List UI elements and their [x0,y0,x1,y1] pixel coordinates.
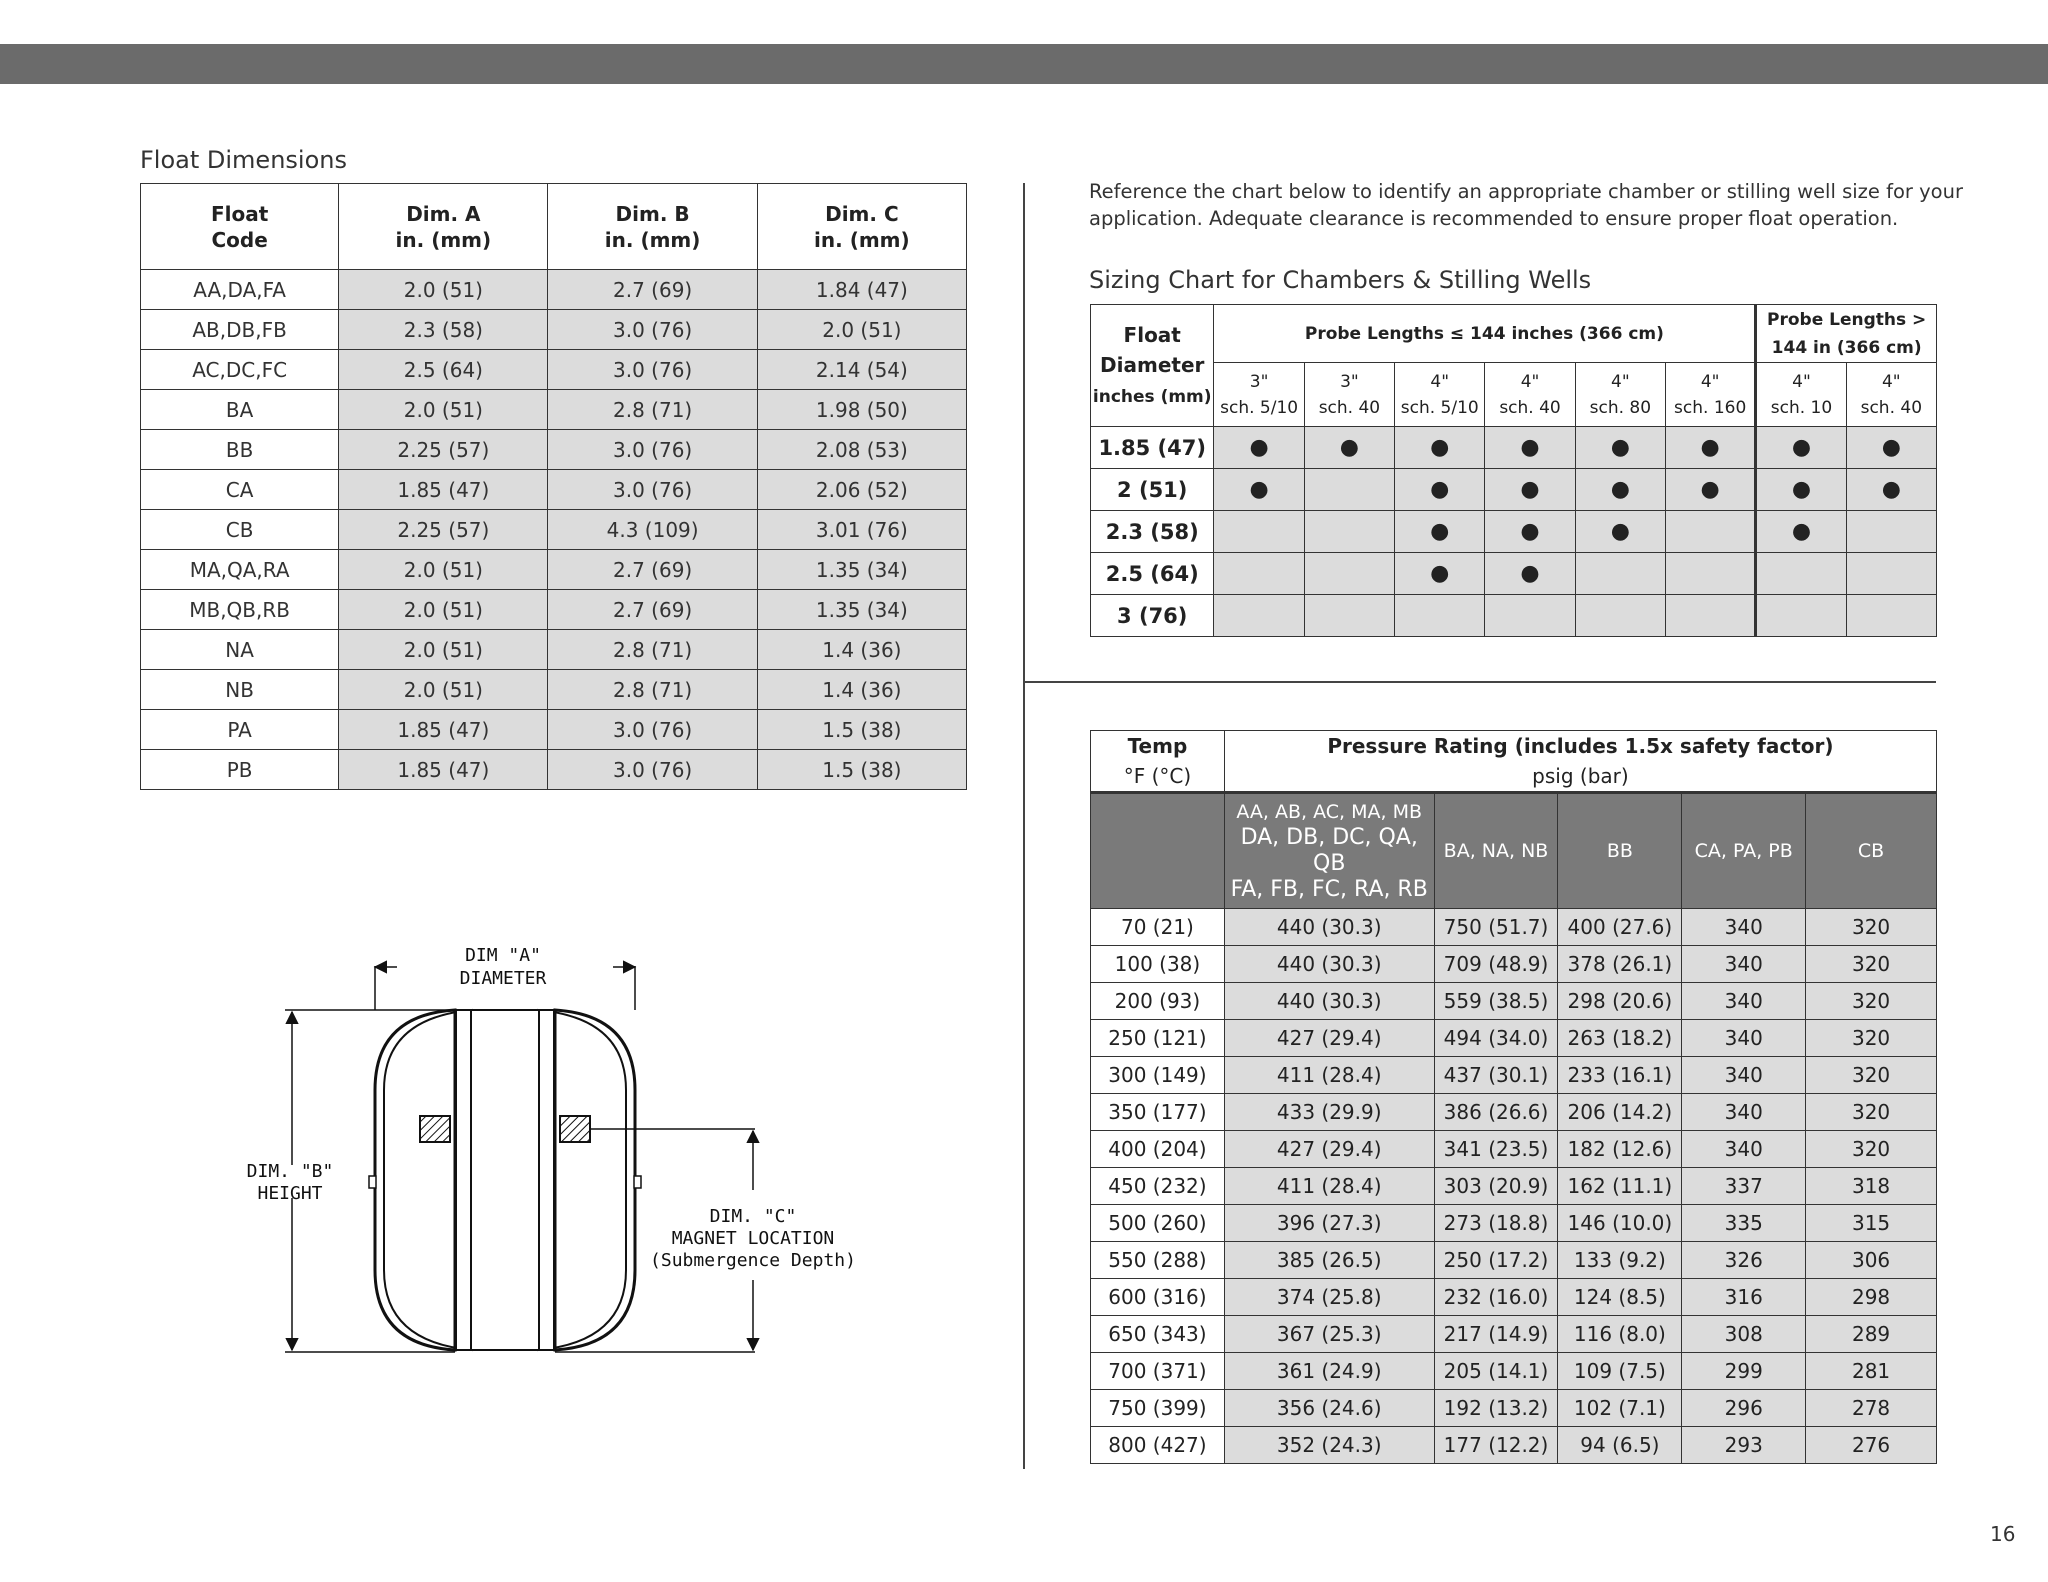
pressure-cell: 303 (20.9) [1434,1168,1558,1205]
pressure-cell: 374 (25.8) [1224,1279,1434,1316]
float-dimension-diagram [245,940,885,1360]
float-code-cell: MB,QB,RB [141,590,339,630]
compatibility-cell: ● [1846,469,1936,511]
dimension-cell: 2.0 (51) [339,550,548,590]
pressure-cell: 146 (10.0) [1558,1205,1682,1242]
compatibility-cell: ● [1485,511,1575,553]
dimension-cell: 1.4 (36) [757,630,966,670]
dimension-cell: 1.35 (34) [757,590,966,630]
table-row [141,350,967,390]
table-row [141,590,967,630]
pipe-size-header: 4" sch. 40 [1485,363,1575,427]
dimension-cell: 1.84 (47) [757,270,966,310]
pressure-cell: 289 [1806,1316,1937,1353]
float-group-bb: BB [1558,793,1682,909]
pressure-cell: 109 (7.5) [1558,1353,1682,1390]
dimension-cell: 4.3 (109) [548,510,757,550]
column-header-dim-c: Dim. C in. (mm) [757,184,966,270]
pressure-cell: 340 [1682,1131,1806,1168]
pressure-header: Pressure Rating (includes 1.5x safety factor) psig (bar) [1224,731,1936,793]
temperature-cell: 650 (343) [1091,1316,1225,1353]
pressure-cell: 308 [1682,1316,1806,1353]
pressure-cell: 494 (34.0) [1434,1020,1558,1057]
float-code-cell: PB [141,750,339,790]
pressure-cell: 335 [1682,1205,1806,1242]
pressure-cell: 205 (14.1) [1434,1353,1558,1390]
probe-lengths-long-header: Probe Lengths > 144 in (366 cm) [1756,305,1937,363]
pressure-cell: 276 [1806,1427,1937,1464]
dimension-cell: 2.25 (57) [339,430,548,470]
pressure-cell: 400 (27.6) [1558,909,1682,946]
pressure-cell: 116 (8.0) [1558,1316,1682,1353]
table-row [1091,595,1937,637]
temperature-cell: 500 (260) [1091,1205,1225,1242]
pressure-cell: 411 (28.4) [1224,1057,1434,1094]
compatibility-cell: ● [1756,427,1846,469]
table-row [141,710,967,750]
pressure-cell: 341 (23.5) [1434,1131,1558,1168]
float-group-blank [1091,793,1225,909]
table-row [1091,1390,1937,1427]
dimension-cell: 2.25 (57) [339,510,548,550]
pressure-cell: 427 (29.4) [1224,1020,1434,1057]
pressure-cell: 318 [1806,1168,1937,1205]
compatibility-cell [1304,595,1394,637]
compatibility-cell: ● [1214,469,1304,511]
pipe-size-header: 4" sch. 160 [1666,363,1756,427]
pressure-cell: 356 (24.6) [1224,1390,1434,1427]
pressure-cell: 278 [1806,1390,1937,1427]
dimension-cell: 1.5 (38) [757,750,966,790]
pressure-header-row [1091,731,1937,793]
dimension-cell: 2.0 (51) [339,270,548,310]
pressure-cell: 281 [1806,1353,1937,1390]
dimension-cell: 2.3 (58) [339,310,548,350]
pressure-cell: 299 [1682,1353,1806,1390]
table-row [141,390,967,430]
column-header-dim-b: Dim. B in. (mm) [548,184,757,270]
dim-b-label: DIM. "B" [246,1161,334,1182]
pressure-cell: 440 (30.3) [1224,909,1434,946]
page-number: 16 [1990,1522,2016,1546]
float-body [369,1010,641,1350]
table-row [141,550,967,590]
float-group-b: BA, NA, NB [1434,793,1558,909]
compatibility-cell: ● [1395,469,1485,511]
pressure-cell: 250 (17.2) [1434,1242,1558,1279]
float-dimensions-title: Float Dimensions [140,146,347,174]
pressure-cell: 320 [1806,1131,1937,1168]
compatibility-cell: ● [1756,511,1846,553]
pressure-cell: 320 [1806,983,1937,1020]
dimension-cell: 3.0 (76) [548,350,757,390]
pressure-cell: 340 [1682,1020,1806,1057]
pressure-cell: 320 [1806,1094,1937,1131]
column-header-float-code: Float Code [141,184,339,270]
pressure-cell: 217 (14.9) [1434,1316,1558,1353]
table-row [1091,1353,1937,1390]
dimension-cell: 2.14 (54) [757,350,966,390]
compatibility-cell [1666,511,1756,553]
pressure-cell: 337 [1682,1168,1806,1205]
float-group-a: AA, AB, AC, MA, MB DA, DB, DC, QA, QB FA, FB, FC, RA, RB [1224,793,1434,909]
float-code-cell: CB [141,510,339,550]
dimension-cell: 2.08 (53) [757,430,966,470]
pressure-cell: 411 (28.4) [1224,1168,1434,1205]
pressure-cell: 320 [1806,1020,1937,1057]
pressure-cell: 273 (18.8) [1434,1205,1558,1242]
compatibility-cell: ● [1575,511,1665,553]
float-code-cell: BA [141,390,339,430]
dimension-cell: 3.0 (76) [548,710,757,750]
table-row [1091,1094,1937,1131]
table-row [1091,1205,1937,1242]
compatibility-cell: ● [1395,427,1485,469]
dimension-cell: 2.8 (71) [548,670,757,710]
pressure-cell: 315 [1806,1205,1937,1242]
float-group-cb: CB [1806,793,1937,909]
table-row [1091,1168,1937,1205]
dimension-cell: 2.7 (69) [548,590,757,630]
dim-c-note: (Submergence Depth) [650,1250,856,1271]
float-code-cell: AB,DB,FB [141,310,339,350]
temperature-cell: 450 (232) [1091,1168,1225,1205]
dim-b-sublabel: HEIGHT [257,1183,323,1204]
pressure-cell: 340 [1682,909,1806,946]
compatibility-cell: ● [1395,511,1485,553]
float-code-cell: MA,QA,RA [141,550,339,590]
pressure-cell: 437 (30.1) [1434,1057,1558,1094]
dim-c-sublabel: MAGNET LOCATION [671,1228,835,1249]
compatibility-cell [1304,511,1394,553]
compatibility-cell: ● [1485,469,1575,511]
float-code-cell: CA [141,470,339,510]
pressure-cell: 206 (14.2) [1558,1094,1682,1131]
sizing-chart-title: Sizing Chart for Chambers & Stilling Wells [1089,266,1592,294]
dimension-cell: 2.7 (69) [548,270,757,310]
dimension-cell: 1.4 (36) [757,670,966,710]
float-diameter-cell: 2.3 (58) [1091,511,1214,553]
pressure-cell: 559 (38.5) [1434,983,1558,1020]
pipe-size-header: 3" sch. 40 [1304,363,1394,427]
dimension-cell: 3.0 (76) [548,750,757,790]
dim-a-sublabel: DIAMETER [459,968,547,989]
compatibility-cell: ● [1395,553,1485,595]
float-code-cell: BB [141,430,339,470]
temperature-cell: 750 (399) [1091,1390,1225,1427]
dim-a-label: DIM "A" [465,945,541,966]
pipe-size-header: 4" sch. 80 [1575,363,1665,427]
pressure-cell: 340 [1682,983,1806,1020]
table-row [1091,946,1937,983]
pressure-cell: 263 (18.2) [1558,1020,1682,1057]
dimension-cell: 3.0 (76) [548,470,757,510]
compatibility-cell: ● [1666,469,1756,511]
table-row [1091,1279,1937,1316]
table-row [1091,511,1937,553]
float-code-cell: NB [141,670,339,710]
compatibility-cell [1214,511,1304,553]
compatibility-cell: ● [1846,427,1936,469]
compatibility-cell [1846,511,1936,553]
table-row [1091,1057,1937,1094]
float-diameter-cell: 1.85 (47) [1091,427,1214,469]
pressure-cell: 326 [1682,1242,1806,1279]
pipe-size-header: 4" sch. 40 [1846,363,1936,427]
table-row [141,630,967,670]
pressure-cell: 296 [1682,1390,1806,1427]
table-row [141,670,967,710]
pressure-cell: 396 (27.3) [1224,1205,1434,1242]
pressure-cell: 94 (6.5) [1558,1427,1682,1464]
pressure-cell: 340 [1682,1094,1806,1131]
pressure-cell: 233 (16.1) [1558,1057,1682,1094]
table-row [141,430,967,470]
table-row [1091,1020,1937,1057]
pressure-cell: 232 (16.0) [1434,1279,1558,1316]
table-row [1091,1131,1937,1168]
float-group-row [1091,793,1937,909]
dimension-cell: 2.8 (71) [548,630,757,670]
pressure-cell: 385 (26.5) [1224,1242,1434,1279]
compatibility-cell [1756,553,1846,595]
pressure-cell: 427 (29.4) [1224,1131,1434,1168]
pressure-cell: 298 [1806,1279,1937,1316]
float-code-cell: PA [141,710,339,750]
dimension-cell: 3.0 (76) [548,430,757,470]
compatibility-cell [1575,595,1665,637]
horizontal-divider [1025,681,1936,683]
float-code-cell: AC,DC,FC [141,350,339,390]
float-code-cell: NA [141,630,339,670]
float-diameter-cell: 2 (51) [1091,469,1214,511]
pressure-cell: 124 (8.5) [1558,1279,1682,1316]
pipe-size-header: 4" sch. 5/10 [1395,363,1485,427]
pressure-cell: 320 [1806,946,1937,983]
compatibility-cell [1395,595,1485,637]
float-group-c: CA, PA, PB [1682,793,1806,909]
temperature-cell: 100 (38) [1091,946,1225,983]
table-row [141,510,967,550]
temperature-cell: 350 (177) [1091,1094,1225,1131]
compatibility-cell [1575,553,1665,595]
compatibility-cell: ● [1304,427,1394,469]
dimension-cell: 2.0 (51) [339,590,548,630]
table-row [1091,469,1937,511]
compatibility-cell [1756,595,1846,637]
temperature-cell: 300 (149) [1091,1057,1225,1094]
dimension-cell: 1.35 (34) [757,550,966,590]
pressure-cell: 298 (20.6) [1558,983,1682,1020]
pressure-cell: 316 [1682,1279,1806,1316]
pipe-size-header: 3" sch. 5/10 [1214,363,1304,427]
dimension-cell: 2.7 (69) [548,550,757,590]
pressure-cell: 340 [1682,1057,1806,1094]
float-code-cell: AA,DA,FA [141,270,339,310]
pressure-cell: 182 (12.6) [1558,1131,1682,1168]
table-row [1091,427,1937,469]
pressure-cell: 162 (11.1) [1558,1168,1682,1205]
dimension-cell: 2.0 (51) [339,390,548,430]
compatibility-cell [1666,595,1756,637]
compatibility-cell: ● [1214,427,1304,469]
float-diameter-cell: 2.5 (64) [1091,553,1214,595]
pressure-cell: 306 [1806,1242,1937,1279]
table-row [1091,1427,1937,1464]
compatibility-cell [1304,469,1394,511]
temperature-cell: 70 (21) [1091,909,1225,946]
pressure-rating-table [1090,730,1937,1464]
table-row [1091,553,1937,595]
temperature-cell: 700 (371) [1091,1353,1225,1390]
float-dimensions-table [140,183,967,790]
compatibility-cell: ● [1485,553,1575,595]
dimension-cell: 1.5 (38) [757,710,966,750]
pressure-cell: 340 [1682,946,1806,983]
dimension-cell: 3.0 (76) [548,310,757,350]
table-row [141,270,967,310]
temperature-cell: 550 (288) [1091,1242,1225,1279]
dimension-cell: 2.8 (71) [548,390,757,430]
dim-c-label: DIM. "C" [709,1206,797,1227]
pressure-cell: 367 (25.3) [1224,1316,1434,1353]
pipe-size-row [1091,363,1937,427]
dimension-cell: 3.01 (76) [757,510,966,550]
temperature-cell: 200 (93) [1091,983,1225,1020]
table-row [1091,909,1937,946]
pipe-size-header: 4" sch. 10 [1756,363,1846,427]
compatibility-cell: ● [1756,469,1846,511]
pressure-cell: 320 [1806,1057,1937,1094]
table-row [141,310,967,350]
compatibility-cell [1485,595,1575,637]
temperature-cell: 400 (204) [1091,1131,1225,1168]
table-row [1091,1316,1937,1353]
float-diameter-header: Float Diameter inches (mm) [1091,305,1214,427]
probe-lengths-short-header: Probe Lengths ≤ 144 inches (366 cm) [1214,305,1756,363]
pressure-cell: 102 (7.1) [1558,1390,1682,1427]
pressure-cell: 293 [1682,1427,1806,1464]
dimension-cell: 1.85 (47) [339,470,548,510]
pressure-cell: 709 (48.9) [1434,946,1558,983]
pressure-cell: 192 (13.2) [1434,1390,1558,1427]
table-row [141,750,967,790]
table-row [141,470,967,510]
pressure-cell: 352 (24.3) [1224,1427,1434,1464]
compatibility-cell [1846,553,1936,595]
dimension-cell: 1.98 (50) [757,390,966,430]
pressure-cell: 440 (30.3) [1224,946,1434,983]
pressure-cell: 177 (12.2) [1434,1427,1558,1464]
dimension-cell: 1.85 (47) [339,710,548,750]
pressure-cell: 433 (29.9) [1224,1094,1434,1131]
compatibility-cell: ● [1575,469,1665,511]
pressure-cell: 361 (24.9) [1224,1353,1434,1390]
dimension-cell: 1.85 (47) [339,750,548,790]
dimension-cell: 2.0 (51) [339,630,548,670]
sizing-chart-table [1090,304,1937,637]
compatibility-cell [1666,553,1756,595]
column-header-dim-a: Dim. A in. (mm) [339,184,548,270]
compatibility-cell [1214,553,1304,595]
temperature-cell: 250 (121) [1091,1020,1225,1057]
header-bar [0,44,2048,84]
pressure-cell: 440 (30.3) [1224,983,1434,1020]
table-row [1091,1242,1937,1279]
sizing-header-row [1091,305,1937,363]
compatibility-cell [1214,595,1304,637]
compatibility-cell: ● [1485,427,1575,469]
compatibility-cell [1304,553,1394,595]
pressure-cell: 320 [1806,909,1937,946]
float-diameter-cell: 3 (76) [1091,595,1214,637]
pressure-cell: 750 (51.7) [1434,909,1558,946]
intro-paragraph: Reference the chart below to identify an appropriate chamber or stilling well size for your application. Adequate clearance is recommended to ensure proper float operation. [1089,180,1963,230]
compatibility-cell: ● [1666,427,1756,469]
dimension-cell: 2.06 (52) [757,470,966,510]
table-header-row [141,184,967,270]
pressure-cell: 133 (9.2) [1558,1242,1682,1279]
dimension-cell: 2.0 (51) [339,670,548,710]
pressure-cell: 386 (26.6) [1434,1094,1558,1131]
dimension-cell: 2.5 (64) [339,350,548,390]
vertical-divider [1023,183,1025,1469]
dimension-cell: 2.0 (51) [757,310,966,350]
temperature-cell: 600 (316) [1091,1279,1225,1316]
temp-header: Temp °F (°C) [1091,731,1225,793]
temperature-cell: 800 (427) [1091,1427,1225,1464]
table-row [1091,983,1937,1020]
compatibility-cell: ● [1575,427,1665,469]
pressure-cell: 378 (26.1) [1558,946,1682,983]
compatibility-cell [1846,595,1936,637]
